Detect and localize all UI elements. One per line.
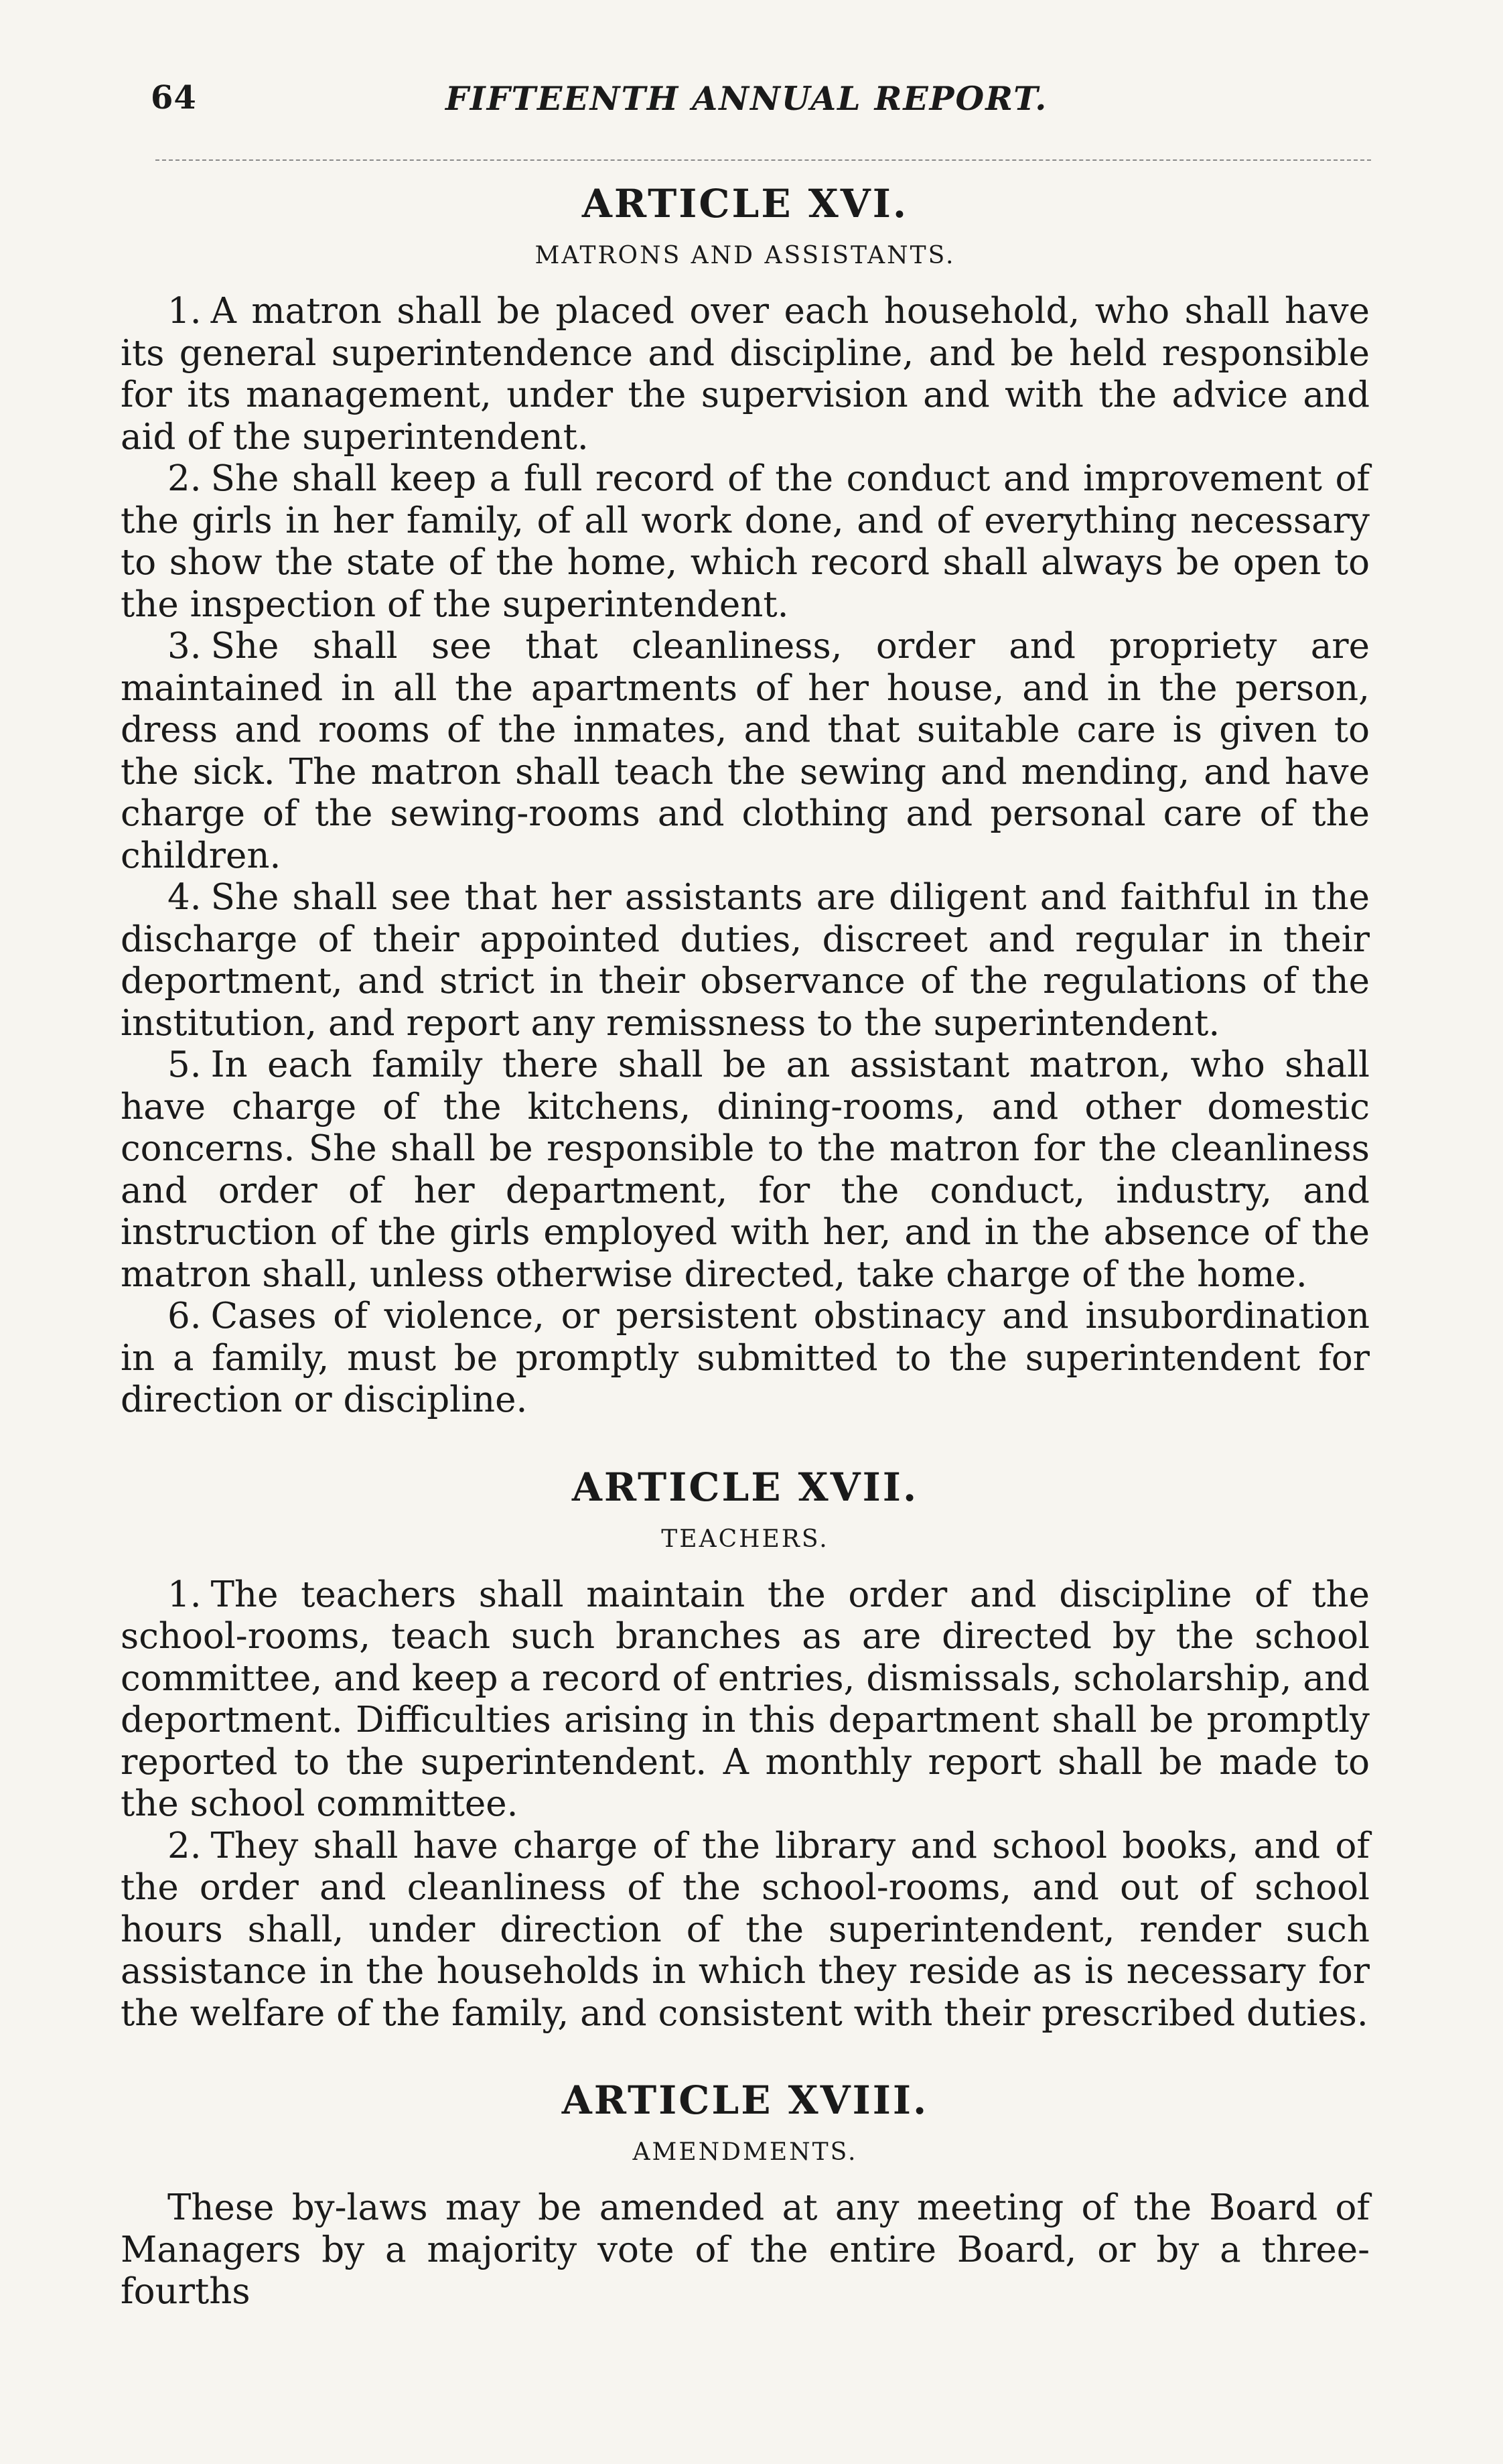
header-rule (155, 159, 1371, 161)
page-number: 64 (151, 79, 197, 117)
paragraph-number: 3. (167, 626, 202, 667)
article-subtitle: MATRONS AND ASSISTANTS. (534, 242, 956, 269)
paragraph-text: In each family there shall be an assistant matron, who shall have charge of the kitchens, dining-rooms, and other domestic concerns. She shall be responsible to the matron for the cleanliness and order of her department, for the conduct, industry, and instruction of the girls employed with her, and in the absence of the matron shall, unless otherwise directed, take charge of the home. (121, 1044, 1370, 1295)
paragraph-text: She shall see that her assistants are diligent and faithful in the discharge of their appointed duties, discreet and regular in their deportment, and strict in their observance of the regulations of the institution, and report any remissness to the superintendent. (121, 877, 1370, 1044)
paragraph-number: 6. (167, 1296, 202, 1337)
paragraph (121, 1574, 1370, 1826)
paragraph-text: The teachers shall maintain the order and discipline of the school-rooms, teach such branches as are directed by the school committee, and keep a record of entries, dismissals, scholarship, and deportment. Difficulties arising in this department shall be promptly reported to the superintendent. A monthly report shall be made to the school committee. (121, 1574, 1370, 1824)
article-subtitle: AMENDMENTS. (632, 2138, 858, 2166)
paragraph-number: 1. (167, 1574, 202, 1615)
paragraph (121, 458, 1370, 626)
paragraph (121, 877, 1370, 1044)
paragraph (121, 1826, 1370, 2035)
paragraph-number: 2. (167, 458, 202, 499)
paragraph (121, 1296, 1370, 1422)
article-xvi (121, 176, 1370, 1422)
paragraph-text: She shall keep a full record of the conduct and improvement of the girls in her family, of all work done, and of everything necessary to show the state of the home, which record shall always be open to the inspection of the superintendent. (121, 458, 1370, 625)
paragraph (121, 2187, 1370, 2313)
paragraph (121, 626, 1370, 877)
paragraph-number: 2. (167, 1825, 202, 1866)
paragraph-number: 4. (167, 877, 202, 918)
body-text (121, 176, 1370, 2313)
paragraph-text: These by-laws may be amended at any meeting of the Board of Managers by a majority vote of the entire Board, or by a three-fourths (121, 2187, 1370, 2312)
paragraph-number: 1. (167, 291, 202, 332)
article-xvii (121, 1459, 1370, 2035)
article-title: ARTICLE XVI. (581, 181, 909, 226)
running-title: FIFTEENTH ANNUAL REPORT. (445, 79, 1048, 118)
paragraph (121, 1044, 1370, 1296)
article-xviii (121, 2072, 1370, 2313)
paragraph-number: 5. (167, 1044, 202, 1085)
paragraph-text: A matron shall be placed over each household, who shall have its general superintendence and discipline, and be held responsible for its management, under the supervision and with the advice and aid of the superintendent. (121, 291, 1370, 458)
paragraph-text: She shall see that cleanliness, order and propriety are maintained in all the apartments of her house, and in the person, dress and rooms of the inmates, and that suitable care is given to the sick. The matron shall teach the sewing and mending, and have charge of the sewing-rooms and clothing and personal care of the children. (121, 626, 1370, 876)
running-head (151, 79, 1376, 133)
paragraph-text: They shall have charge of the library and school books, and of the order and cleanliness of the school-rooms, and out of school hours shall, under direction of the superintendent, render such assistance in the households in which they reside as is necessary for the welfare of the family, and consistent with their prescribed duties. (121, 1825, 1370, 2034)
article-title: ARTICLE XVIII. (561, 2077, 929, 2123)
paragraph-text: Cases of violence, or persistent obstinacy and insubordination in a family, must be promptly submitted to the superintendent for direction or discipline. (121, 1296, 1370, 1420)
article-subtitle: TEACHERS. (661, 1525, 829, 1553)
article-title: ARTICLE XVII. (571, 1464, 919, 1510)
paragraph (121, 291, 1370, 458)
